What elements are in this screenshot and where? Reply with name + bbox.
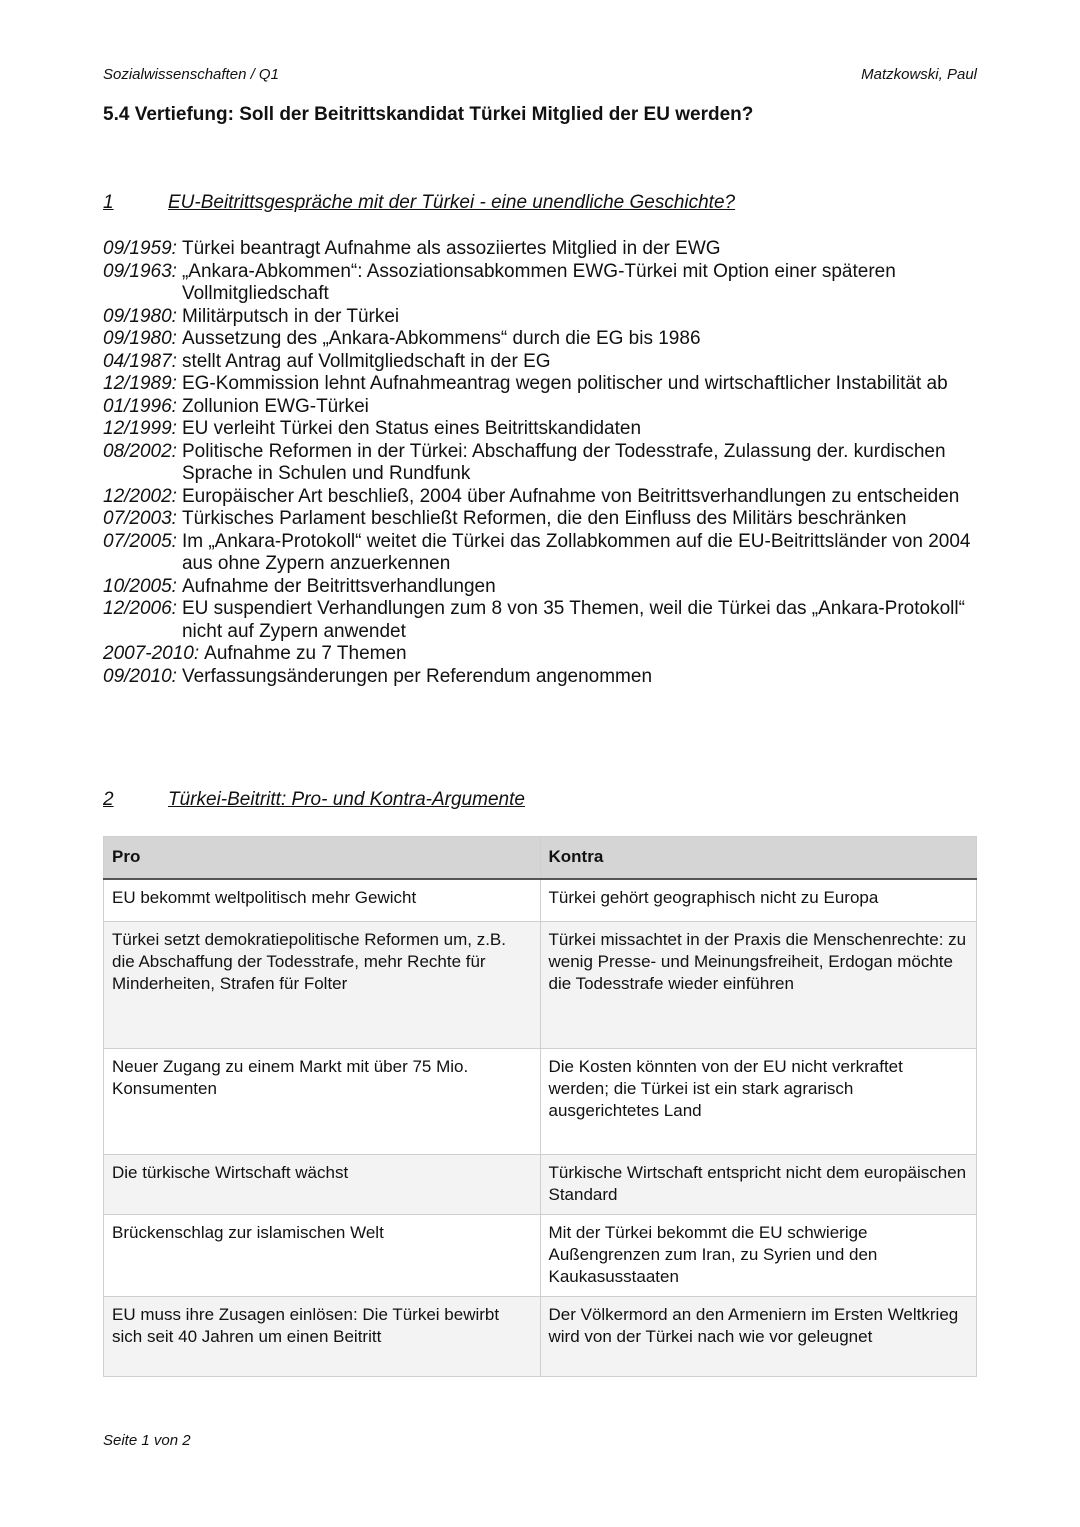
timeline-text: Zollunion EWG-Türkei <box>181 395 369 417</box>
table-row <box>104 921 977 1048</box>
section-2-title: Türkei-Beitritt: Pro- und Kontra-Argumente <box>168 789 525 810</box>
arguments-table <box>103 836 977 1377</box>
timeline-date: 04/1987: <box>103 350 177 372</box>
timeline-date: 07/2003: <box>103 508 177 529</box>
table-row <box>104 1048 977 1154</box>
section-1-number: 1 <box>103 192 114 213</box>
timeline-date: 12/2006: <box>103 598 177 619</box>
table-row <box>104 879 977 921</box>
timeline-date: 12/1989: <box>103 373 177 394</box>
timeline-date: 07/2005: <box>103 530 177 552</box>
timeline-item <box>103 531 983 576</box>
table-row <box>104 1296 977 1376</box>
timeline-text: EU verleiht Türkei den Status eines Beitrittskandidaten <box>181 418 642 439</box>
timeline-date: 2007-2010: <box>103 643 200 664</box>
timeline-text: Im „Ankara-Protokoll“ weitet die Türkei das Zollabkommen auf die EU-Beitrittsländer von 2004 aus ohne Zypern anzuerkennen <box>181 530 971 574</box>
column-header-kontra: Kontra <box>540 837 977 880</box>
kontra-cell: Mit der Türkei bekommt die EU schwierige Außengrenzen zum Iran, zu Syrien und den Kaukasusstaaten <box>540 1214 977 1296</box>
section-1-title: EU-Beitrittsgespräche mit der Türkei - eine unendliche Geschichte? <box>168 192 736 213</box>
timeline-item <box>103 441 983 486</box>
timeline-text: stellt Antrag auf Vollmitgliedschaft in der EG <box>181 350 551 372</box>
timeline-item <box>103 306 983 329</box>
timeline-item <box>103 576 983 599</box>
timeline-item <box>103 508 983 531</box>
timeline-item <box>103 373 983 396</box>
timeline-text: Verfassungsänderungen per Referendum angenommen <box>181 665 653 687</box>
timeline-text: Europäischer Art beschließ, 2004 über Aufnahme von Beitrittsverhandlungen zu entscheiden <box>181 485 960 507</box>
header-author: Matzkowski, Paul <box>861 66 977 83</box>
timeline-text: EG-Kommission lehnt Aufnahmeantrag wegen politischer und wirtschaftlicher Instabilität ab <box>181 373 948 394</box>
page-footer: Seite 1 von 2 <box>103 1432 191 1449</box>
kontra-cell: Türkei gehört geographisch nicht zu Europa <box>540 879 977 921</box>
table-row <box>104 1214 977 1296</box>
timeline-text: Militärputsch in der Türkei <box>181 305 400 327</box>
timeline-text: „Ankara-Abkommen“: Assoziationsabkommen EWG-Türkei mit Option einer späteren Vollmitgliedschaft <box>181 260 896 304</box>
section-2-heading <box>103 789 525 811</box>
timeline-date: 10/2005: <box>103 575 177 597</box>
timeline-item <box>103 643 983 666</box>
timeline-item <box>103 328 983 351</box>
timeline-date: 09/2010: <box>103 665 177 687</box>
page-title: 5.4 Vertiefung: Soll der Beitrittskandidat Türkei Mitglied der EU werden? <box>103 104 754 125</box>
timeline-date: 12/2002: <box>103 485 177 507</box>
timeline-date: 09/1980: <box>103 328 177 349</box>
timeline-item <box>103 486 983 509</box>
pro-cell: Die türkische Wirtschaft wächst <box>104 1154 541 1214</box>
arguments-table-wrapper <box>103 836 977 1377</box>
timeline-date: 09/1963: <box>103 260 177 282</box>
timeline-text: Aufnahme der Beitrittsverhandlungen <box>181 575 496 597</box>
kontra-cell: Der Völkermord an den Armeniern im Ersten Weltkrieg wird von der Türkei nach wie vor geleugnet <box>540 1296 977 1376</box>
timeline-text: Türkei beantragt Aufnahme als assoziiertes Mitglied in der EWG <box>181 238 721 259</box>
timeline <box>103 238 983 688</box>
timeline-item <box>103 261 983 306</box>
section-2-number: 2 <box>103 789 114 810</box>
table-header-row <box>104 837 977 880</box>
timeline-text: Politische Reformen in der Türkei: Abschaffung der Todesstrafe, Zulassung der. kurdischen Sprache in Schulen und Rundfunk <box>181 440 946 484</box>
kontra-cell: Die Kosten könnten von der EU nicht verkraftet werden; die Türkei ist ein stark agrarisch ausgerichtetes Land <box>540 1048 977 1154</box>
kontra-cell: Türkische Wirtschaft entspricht nicht dem europäischen Standard <box>540 1154 977 1214</box>
timeline-date: 09/1959: <box>103 238 177 259</box>
timeline-item <box>103 351 983 374</box>
section-1-heading <box>103 192 735 214</box>
timeline-item <box>103 396 983 419</box>
column-header-pro: Pro <box>104 837 541 880</box>
timeline-date: 09/1980: <box>103 305 177 327</box>
pro-cell: Türkei setzt demokratiepolitische Reformen um, z.B. die Abschaffung der Todesstrafe, mehr Rechte für Minderheiten, Strafen für Folter <box>104 921 541 1048</box>
timeline-item <box>103 666 983 689</box>
header-course: Sozialwissenschaften / Q1 <box>103 66 279 83</box>
timeline-date: 08/2002: <box>103 440 177 462</box>
pro-cell: Brückenschlag zur islamischen Welt <box>104 1214 541 1296</box>
pro-cell: Neuer Zugang zu einem Markt mit über 75 Mio. Konsumenten <box>104 1048 541 1154</box>
timeline-text: Aussetzung des „Ankara-Abkommens“ durch die EG bis 1986 <box>181 328 701 349</box>
pro-cell: EU bekommt weltpolitisch mehr Gewicht <box>104 879 541 921</box>
timeline-item <box>103 598 983 643</box>
timeline-date: 12/1999: <box>103 418 177 439</box>
timeline-text: Türkisches Parlament beschließt Reformen, die den Einfluss des Militärs beschränken <box>181 508 907 529</box>
timeline-date: 01/1996: <box>103 395 177 417</box>
table-row <box>104 1154 977 1214</box>
kontra-cell: Türkei missachtet in der Praxis die Menschenrechte: zu wenig Presse- und Meinungsfreiheit, Erdogan möchte die Todesstrafe wieder einführen <box>540 921 977 1048</box>
timeline-item <box>103 238 983 261</box>
timeline-text: EU suspendiert Verhandlungen zum 8 von 35 Themen, weil die Türkei das „Ankara-Protokoll“ nicht auf Zypern anwendet <box>181 598 965 642</box>
pro-cell: EU muss ihre Zusagen einlösen: Die Türkei bewirbt sich seit 40 Jahren um einen Beitritt <box>104 1296 541 1376</box>
timeline-text: Aufnahme zu 7 Themen <box>204 643 407 664</box>
timeline-item <box>103 418 983 441</box>
